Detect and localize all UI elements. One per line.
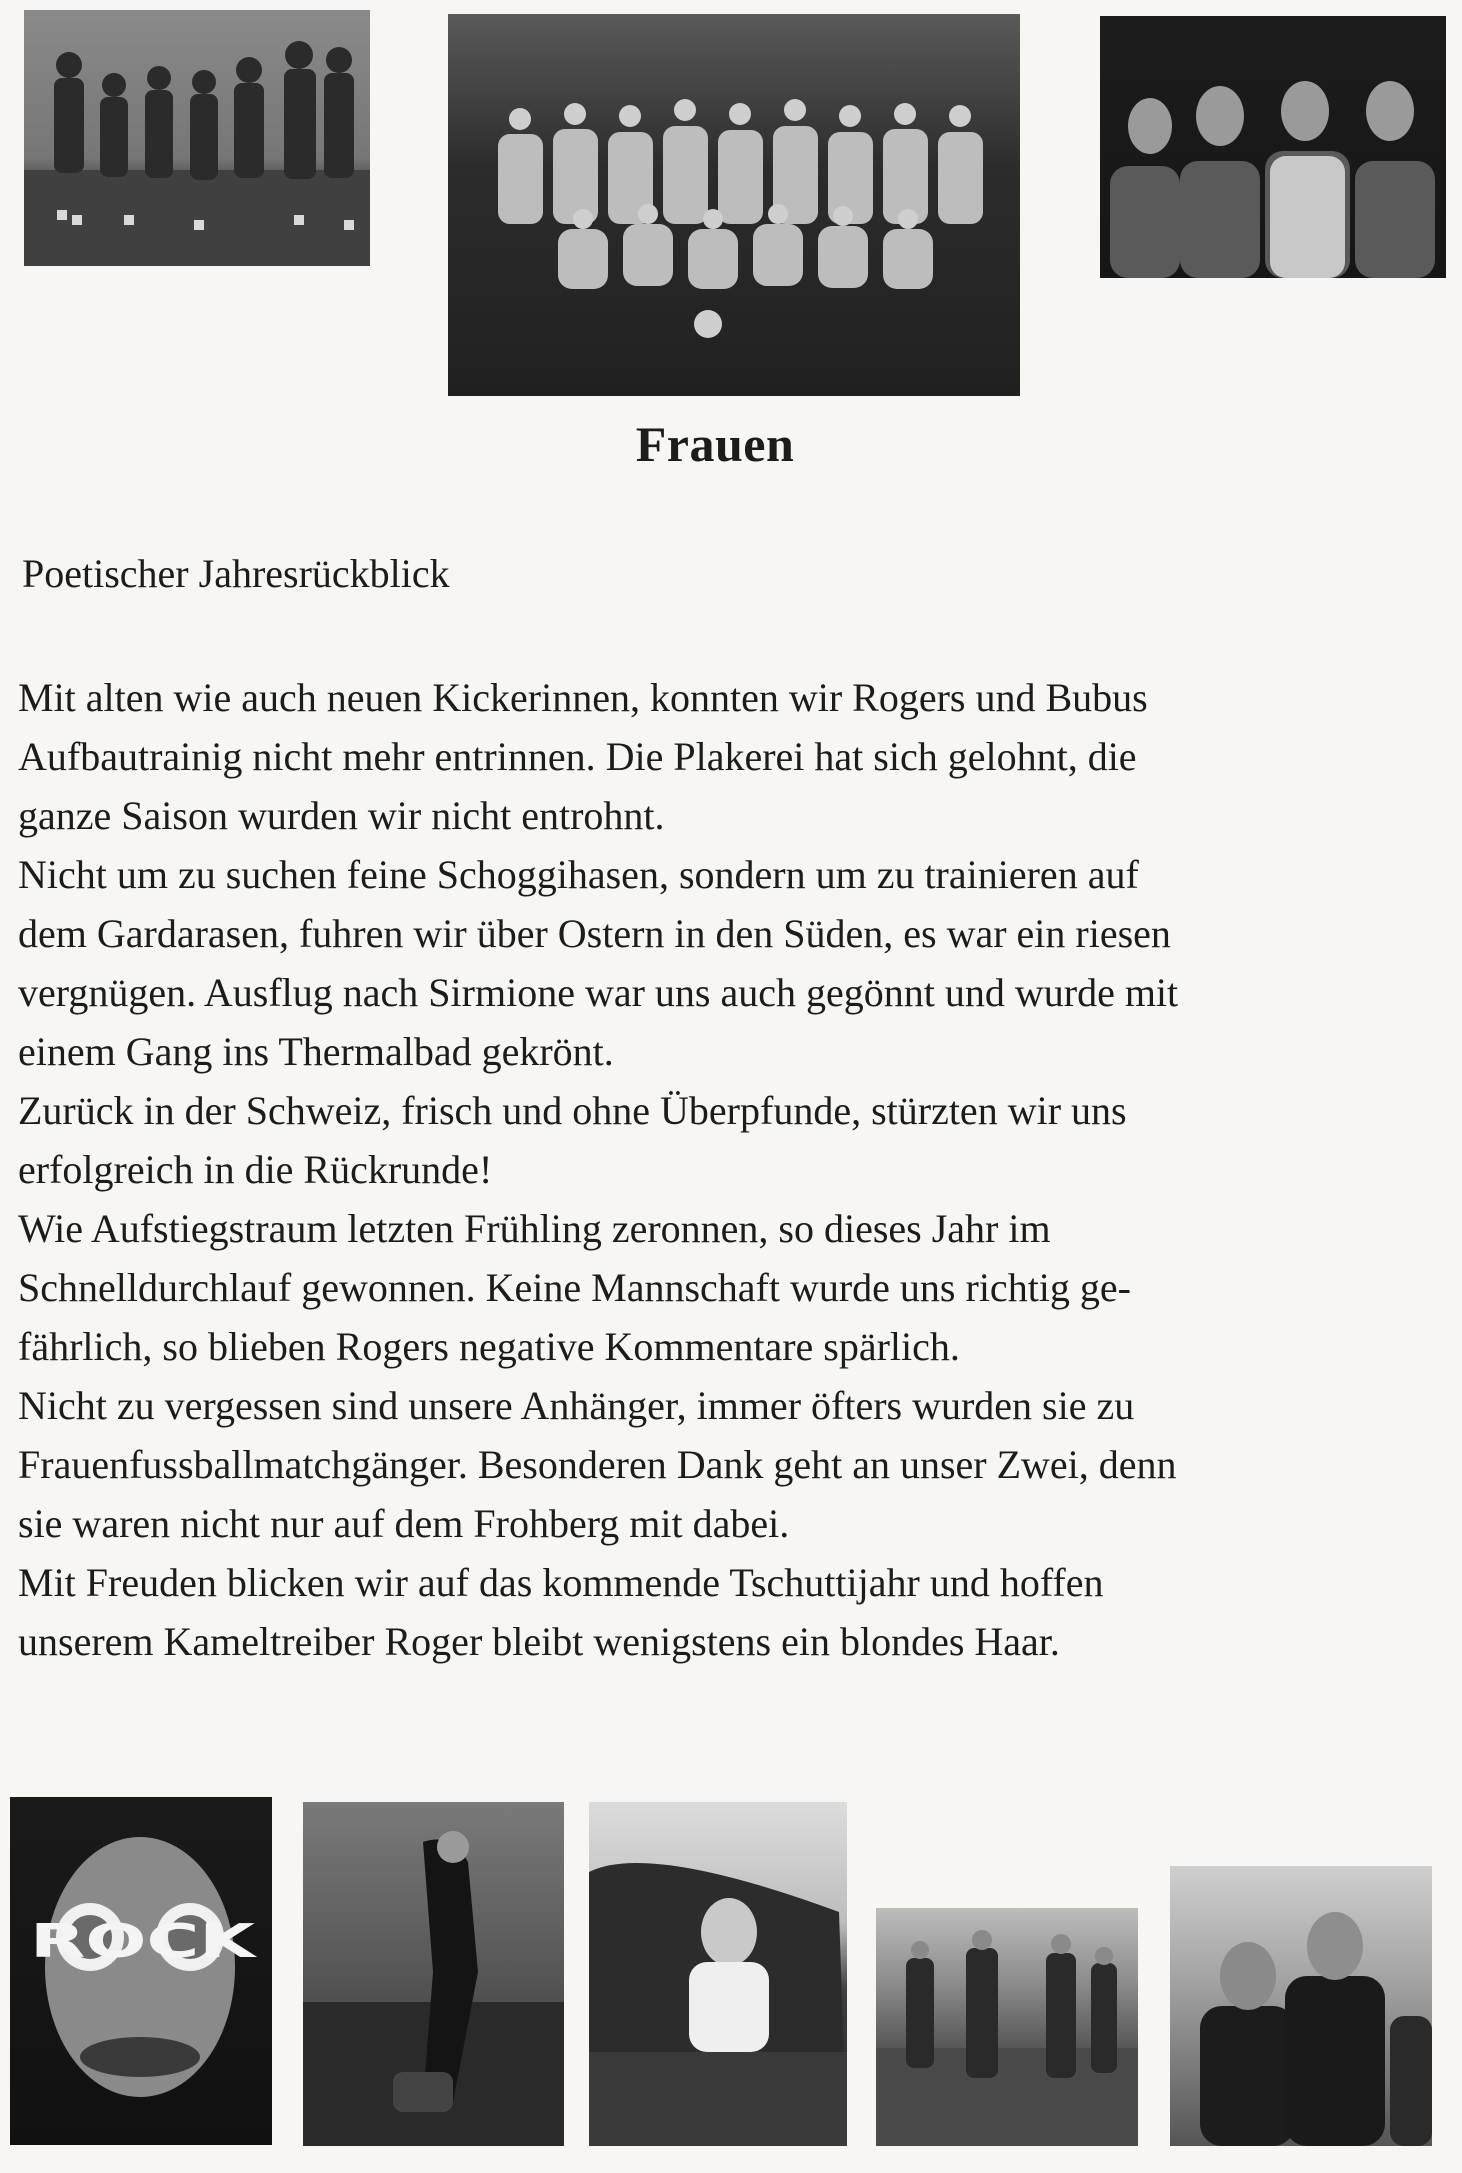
poem-line: erfolgreich in die Rückrunde! bbox=[18, 1147, 493, 1192]
poem-line: Mit alten wie auch neuen Kickerinnen, konnten wir Rogers und Bubus bbox=[18, 675, 1148, 720]
poem-line: Nicht zu vergessen sind unsere Anhänger, immer öfters wurden sie zu bbox=[18, 1383, 1135, 1428]
page-title: Frauen bbox=[635, 416, 795, 472]
photo-woman-in-car bbox=[589, 1802, 847, 2146]
poem-line: Frauenfussballmatchgänger. Besonderen Dank geht an unser Zwei, denn bbox=[18, 1442, 1177, 1487]
poem-line: sie waren nicht nur auf dem Frohberg mit dabei. bbox=[18, 1501, 790, 1546]
page-subtitle: Poetischer Jahresrückblick bbox=[22, 551, 450, 596]
photo-two-players bbox=[1170, 1866, 1432, 2146]
poem-line: unserem Kameltreiber Roger bleibt wenigstens ein blondes Haar. bbox=[18, 1619, 1060, 1664]
photo-people-on-field bbox=[876, 1908, 1138, 2146]
poem-line: ganze Saison wurden wir nicht entrohnt. bbox=[18, 793, 665, 838]
photo-team-posing-outdoor bbox=[24, 10, 370, 266]
poem-text bbox=[18, 668, 1438, 1671]
poem-line: Wie Aufstiegstraum letzten Frühling zeronnen, so dieses Jahr im bbox=[18, 1206, 1051, 1251]
photo-player-stretching bbox=[303, 1802, 564, 2146]
photo-four-women-sunglasses bbox=[1100, 16, 1446, 278]
photo-team-group bbox=[448, 14, 1020, 396]
poem-line: Zurück in der Schweiz, frisch und ohne Überpfunde, stürzten wir uns bbox=[18, 1088, 1127, 1133]
photo-man-rock-glasses bbox=[10, 1797, 272, 2145]
poem-line: dem Gardarasen, fuhren wir über Ostern in den Süden, es war ein riesen bbox=[18, 911, 1171, 956]
poem-line: Nicht um zu suchen feine Schoggihasen, sondern um zu trainieren auf bbox=[18, 852, 1139, 897]
rock-glasses-lettering: ROCK bbox=[30, 1914, 259, 1968]
poem-line: einem Gang ins Thermalbad gekrönt. bbox=[18, 1029, 614, 1074]
poem-line: Mit Freuden blicken wir auf das kommende Tschuttijahr und hoffen bbox=[18, 1560, 1104, 1605]
poem-line: fährlich, so blieben Rogers negative Kommentare spärlich. bbox=[18, 1324, 960, 1369]
poem-line: vergnügen. Ausflug nach Sirmione war uns auch gegönnt und wurde mit bbox=[18, 970, 1179, 1015]
poem-line: Schnelldurchlauf gewonnen. Keine Mannschaft wurde uns richtig ge- bbox=[18, 1265, 1131, 1310]
poem-line: Aufbautrainig nicht mehr entrinnen. Die Plakerei hat sich gelohnt, die bbox=[18, 734, 1137, 779]
